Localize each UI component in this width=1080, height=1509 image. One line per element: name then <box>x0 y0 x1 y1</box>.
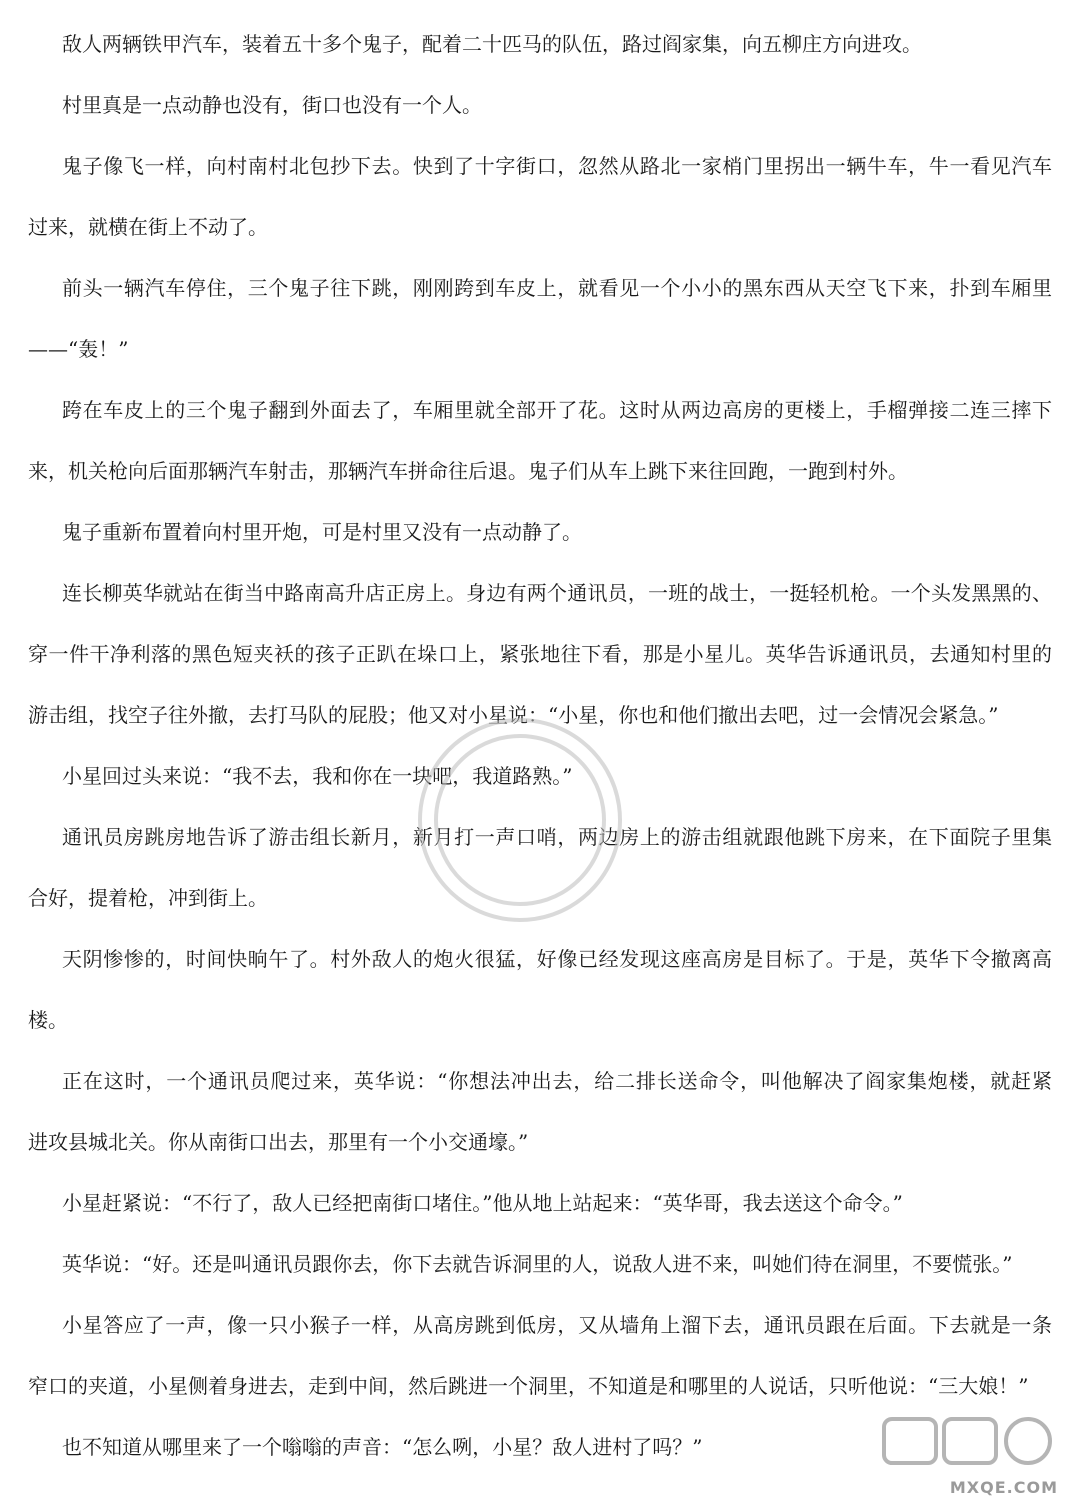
watermark-site-text: MXQE.COM <box>949 1478 1058 1497</box>
paragraph-7-line-0: 小星回过头来说：“我不去，我和你在一块吧，我道路熟。” <box>62 764 573 788</box>
paragraph-14-line-0: 也不知道从哪里来了一个嗡嗡的声音：“怎么咧，小星？敌人进村了吗？” <box>62 1435 703 1459</box>
paragraph-6-line-1: 穿一件干净利落的黑色短夹袄的孩子正趴在垛口上，紧张地往下看，那是小星儿。英华告诉通讯员，去通知村里的 <box>28 642 1052 666</box>
paragraph-5-line-0: 鬼子重新布置着向村里开炮，可是村里又没有一点动静了。 <box>62 520 582 544</box>
paragraph-2-line-0: 鬼子像飞一样，向村南村北包抄下去。快到了十字街口，忽然从路北一家梢门里拐出一辆牛车，牛一看见汽车 <box>62 154 1052 178</box>
paragraph-10-line-1: 进攻县城北关。你从南街口出去，那里有一个小交通壕。” <box>28 1130 529 1154</box>
paragraph-10-line-0: 正在这时，一个通讯员爬过来，英华说：“你想法冲出去，给二排长送命令，叫他解决了阎家集炮楼，就赶紧 <box>62 1069 1052 1093</box>
paragraph-6-line-2: 游击组，找空子往外撤，去打马队的屁股；他又对小星说：“小星，你也和他们撤出去吧，过一会情况会紧急。” <box>28 703 999 727</box>
answer-logo-icon <box>876 1413 1066 1503</box>
paragraph-9-line-1: 楼。 <box>28 1008 68 1032</box>
paragraph-6-line-0: 连长柳英华就站在街当中路南高升店正房上。身边有两个通讯员，一班的战士，一挺轻机枪。一个头发黑黑的、 <box>62 581 1052 605</box>
site-watermark <box>876 1413 1066 1503</box>
paragraph-0-line-0: 敌人两辆铁甲汽车，装着五十多个鬼子，配着二十匹马的队伍，路过阎家集，向五柳庄方向进攻。 <box>62 32 922 56</box>
paragraph-12-line-0: 英华说：“好。还是叫通讯员跟你去，你下去就告诉洞里的人，说敌人进不来，叫她们待在洞里，不要慌张。” <box>62 1252 1013 1276</box>
paragraph-4-line-0: 跨在车皮上的三个鬼子翻到外面去了，车厢里就全部开了花。这时从两边高房的更楼上，手榴弹接二连三摔下 <box>62 398 1052 422</box>
paragraph-8-line-0: 通讯员房跳房地告诉了游击组长新月，新月打一声口哨，两边房上的游击组就跟他跳下房来，在下面院子里集 <box>62 825 1052 849</box>
paragraph-2-line-1: 过来，就横在街上不动了。 <box>28 215 268 239</box>
paragraph-3-line-1: ——“轰！” <box>28 337 129 361</box>
watermark-seal-icon <box>390 690 650 950</box>
paragraph-1-line-0: 村里真是一点动静也没有，街口也没有一个人。 <box>62 93 482 117</box>
paragraph-11-line-0: 小星赶紧说：“不行了，敌人已经把南街口堵住。”他从地上站起来：“英华哥，我去送这个命令。” <box>62 1191 903 1215</box>
paragraph-4-line-1: 来，机关枪向后面那辆汽车射击，那辆汽车拼命往后退。鬼子们从车上跳下来往回跑，一跑到村外。 <box>28 459 908 483</box>
paragraph-9-line-0: 天阴惨惨的，时间快晌午了。村外敌人的炮火很猛，好像已经发现这座高房是目标了。于是，英华下令撤离高 <box>62 947 1052 971</box>
paragraph-3-line-0: 前头一辆汽车停住，三个鬼子往下跳，刚刚跨到车皮上，就看见一个小小的黑东西从天空飞下来，扑到车厢里 <box>62 276 1052 300</box>
paragraph-13-line-1: 窄口的夹道，小星侧着身进去，走到中间，然后跳进一个洞里，不知道是和哪里的人说话，只听他说：“三大娘！” <box>28 1374 1029 1398</box>
paragraph-8-line-1: 合好，提着枪，冲到街上。 <box>28 886 268 910</box>
paragraph-13-line-0: 小星答应了一声，像一只小猴子一样，从高房跳到低房，又从墙角上溜下去，通讯员跟在后面。下去就是一条 <box>62 1313 1052 1337</box>
